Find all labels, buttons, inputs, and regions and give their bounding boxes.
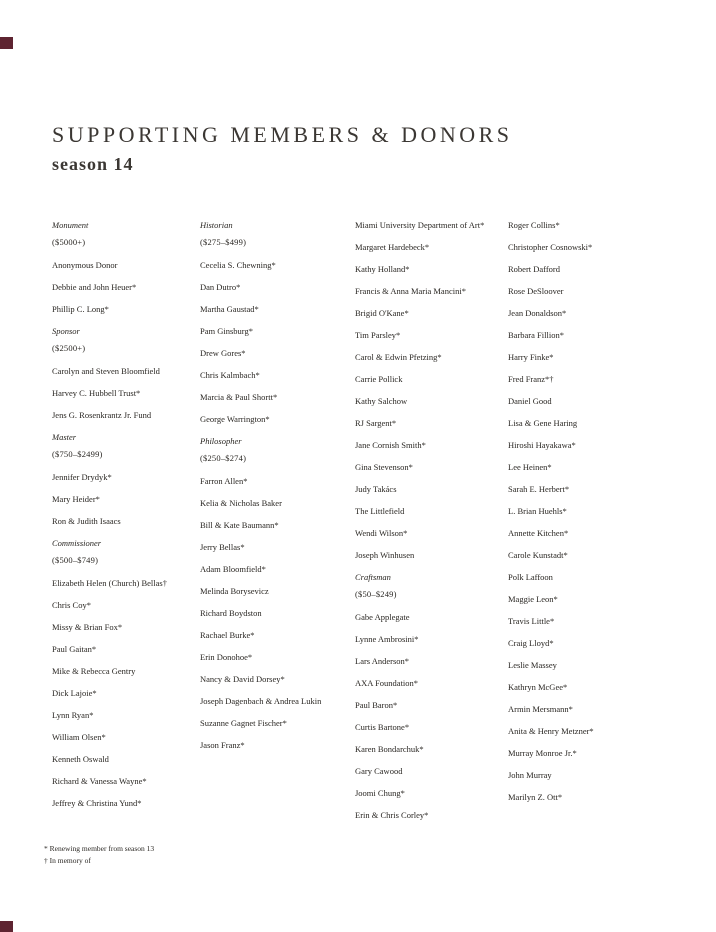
donor-group bbox=[52, 433, 190, 526]
category-title: Philosopher bbox=[200, 436, 242, 446]
donor-group bbox=[355, 221, 498, 560]
category-range: ($250–$274) bbox=[200, 453, 247, 463]
donor-name: Chris Kalmbach* bbox=[200, 370, 260, 380]
donor-name: Erin & Chris Corley* bbox=[355, 810, 429, 820]
donor-name: Nancy & David Dorsey* bbox=[200, 674, 285, 684]
donor-group bbox=[52, 327, 190, 420]
donor-name: Sarah E. Herbert* bbox=[508, 484, 570, 494]
donor-column-1 bbox=[52, 221, 200, 821]
donor-name: Curtis Bartone* bbox=[355, 722, 410, 732]
donor-name: Chris Coy* bbox=[52, 600, 91, 610]
donor-name: Brigid O'Kane* bbox=[355, 308, 409, 318]
donor-name: Marilyn Z. Ott* bbox=[508, 792, 563, 802]
donor-name: Christopher Cosnowski* bbox=[508, 242, 593, 252]
donor-name: Richard Boydston bbox=[200, 608, 262, 618]
category-title: Master bbox=[52, 432, 77, 442]
category-title: Monument bbox=[52, 220, 89, 230]
donor-name: Wendi Wilson* bbox=[355, 528, 408, 538]
donor-name: Adam Bloomfield* bbox=[200, 564, 266, 574]
donor-name: Gary Cawood bbox=[355, 766, 403, 776]
category-range: ($2500+) bbox=[52, 343, 86, 353]
donor-name: Joseph Dagenbach & Andrea Lukin bbox=[200, 696, 322, 706]
page-edge-mark-bottom bbox=[0, 921, 13, 932]
donor-name: Dick Lajoie* bbox=[52, 688, 97, 698]
donor-name: Erin Donohoe* bbox=[200, 652, 253, 662]
donor-name: Carol & Edwin Pfetzing* bbox=[355, 352, 442, 362]
donor-name: Karen Bondarchuk* bbox=[355, 744, 424, 754]
donor-group bbox=[52, 539, 190, 808]
donor-name: L. Brian Huehls* bbox=[508, 506, 567, 516]
page-edge-mark-top bbox=[0, 37, 13, 49]
donor-name: Hiroshi Hayakawa* bbox=[508, 440, 576, 450]
donor-name: Jane Cornish Smith* bbox=[355, 440, 426, 450]
donor-name: Lynne Ambrosini* bbox=[355, 634, 419, 644]
donor-name: Bill & Kate Baumann* bbox=[200, 520, 279, 530]
donor-name: Lynn Ryan* bbox=[52, 710, 94, 720]
donor-name: Joseph Winhusen bbox=[355, 550, 415, 560]
donor-column-3 bbox=[355, 221, 508, 833]
donor-name: Judy Takács bbox=[355, 484, 397, 494]
footnote: † In memory of bbox=[44, 856, 91, 865]
category-title: Historian bbox=[200, 220, 233, 230]
donor-name: Phillip C. Long* bbox=[52, 304, 109, 314]
donor-name: Debbie and John Heuer* bbox=[52, 282, 137, 292]
donor-columns bbox=[52, 221, 668, 833]
donor-name: Murray Monroe Jr.* bbox=[508, 748, 577, 758]
donor-name: Maggie Leon* bbox=[508, 594, 558, 604]
donor-name: Kenneth Oswald bbox=[52, 754, 109, 764]
donor-name: Harry Finke* bbox=[508, 352, 554, 362]
donor-name: Elizabeth Helen (Church) Bellas† bbox=[52, 578, 167, 588]
donor-name: William Olsen* bbox=[52, 732, 106, 742]
donor-name: Rose DeSloover bbox=[508, 286, 564, 296]
donor-name: Roger Collins* bbox=[508, 220, 560, 230]
donor-group bbox=[200, 221, 345, 424]
donor-name: John Murray bbox=[508, 770, 552, 780]
donor-name: Gina Stevenson* bbox=[355, 462, 413, 472]
donor-name: Pam Ginsburg* bbox=[200, 326, 253, 336]
donor-name: Anonymous Donor bbox=[52, 260, 118, 270]
donor-name: Carrie Pollick bbox=[355, 374, 403, 384]
donor-name: Francis & Anna Maria Mancini* bbox=[355, 286, 466, 296]
donor-name: Carole Kunstadt* bbox=[508, 550, 568, 560]
donor-name: Melinda Borysevicz bbox=[200, 586, 269, 596]
donor-name: Richard & Vanessa Wayne* bbox=[52, 776, 147, 786]
donor-name: Kathryn McGee* bbox=[508, 682, 568, 692]
category-range: ($5000+) bbox=[52, 237, 86, 247]
donor-name: Annette Kitchen* bbox=[508, 528, 569, 538]
donor-name: Miami University Department of Art* bbox=[355, 220, 485, 230]
donor-column-2 bbox=[200, 221, 355, 763]
donor-name: Polk Laffoon bbox=[508, 572, 553, 582]
donor-name: Kathy Salchow bbox=[355, 396, 408, 406]
donor-name: Travis Little* bbox=[508, 616, 555, 626]
donor-name: Armin Mersmann* bbox=[508, 704, 573, 714]
donor-name: Dan Dutro* bbox=[200, 282, 241, 292]
donor-name: Kathy Holland* bbox=[355, 264, 410, 274]
donor-name: Carolyn and Steven Bloomfield bbox=[52, 366, 160, 376]
donor-name: Jean Donaldson* bbox=[508, 308, 567, 318]
donor-name: Leslie Massey bbox=[508, 660, 557, 670]
donor-name: Robert Dafford bbox=[508, 264, 561, 274]
donor-name: RJ Sargent* bbox=[355, 418, 397, 428]
donor-group bbox=[355, 573, 498, 820]
page-subtitle: season 14 bbox=[52, 153, 134, 174]
category-range: ($50–$249) bbox=[355, 589, 397, 599]
donor-name: Gabe Applegate bbox=[355, 612, 410, 622]
donor-name: Mike & Rebecca Gentry bbox=[52, 666, 136, 676]
donor-group bbox=[52, 221, 190, 314]
donor-name: Cecelia S. Chewning* bbox=[200, 260, 276, 270]
donor-name: Jeffrey & Christina Yund* bbox=[52, 798, 142, 808]
donor-name: Barbara Fillion* bbox=[508, 330, 564, 340]
donor-name: AXA Foundation* bbox=[355, 678, 419, 688]
category-range: ($750–$2499) bbox=[52, 449, 103, 459]
donor-name: Mary Heider* bbox=[52, 494, 100, 504]
donor-group bbox=[508, 221, 658, 802]
donor-name: Ron & Judith Isaacs bbox=[52, 516, 121, 526]
donor-name: Harvey C. Hubbell Trust* bbox=[52, 388, 141, 398]
donor-name: Daniel Good bbox=[508, 396, 552, 406]
donor-name: Suzanne Gagnet Fischer* bbox=[200, 718, 287, 728]
donor-column-4 bbox=[508, 221, 668, 815]
donor-name: Martha Gaustad* bbox=[200, 304, 259, 314]
donor-name: Joomi Chung* bbox=[355, 788, 405, 798]
donor-name: Marcia & Paul Shortt* bbox=[200, 392, 278, 402]
donor-name: Jens G. Rosenkrantz Jr. Fund bbox=[52, 410, 152, 420]
donor-name: Kelia & Nicholas Baker bbox=[200, 498, 282, 508]
donor-name: Farron Allen* bbox=[200, 476, 248, 486]
donor-name: Drew Gores* bbox=[200, 348, 246, 358]
donor-name: Jennifer Drydyk* bbox=[52, 472, 112, 482]
category-range: ($500–$749) bbox=[52, 555, 99, 565]
footnote: * Renewing member from season 13 bbox=[44, 844, 155, 853]
footnotes bbox=[44, 845, 154, 869]
category-title: Craftsman bbox=[355, 572, 391, 582]
donor-name: Anita & Henry Metzner* bbox=[508, 726, 594, 736]
donor-name: Lisa & Gene Haring bbox=[508, 418, 578, 428]
category-range: ($275–$499) bbox=[200, 237, 247, 247]
donor-name: Lee Heinen* bbox=[508, 462, 552, 472]
category-title: Sponsor bbox=[52, 326, 80, 336]
donor-name: Fred Franz*† bbox=[508, 374, 554, 384]
donor-name: Craig Lloyd* bbox=[508, 638, 554, 648]
donor-name: Rachael Burke* bbox=[200, 630, 255, 640]
donor-name: Paul Baron* bbox=[355, 700, 398, 710]
page-title: SUPPORTING MEMBERS & DONORS bbox=[52, 121, 513, 147]
donor-name: Jerry Bellas* bbox=[200, 542, 245, 552]
donor-name: Paul Gaitan* bbox=[52, 644, 97, 654]
donor-name: Tim Parsley* bbox=[355, 330, 401, 340]
donor-name: Missy & Brian Fox* bbox=[52, 622, 123, 632]
donor-name: Lars Anderson* bbox=[355, 656, 410, 666]
donor-name: Margaret Hardebeck* bbox=[355, 242, 430, 252]
category-title: Commissioner bbox=[52, 538, 102, 548]
donor-name: Jason Franz* bbox=[200, 740, 245, 750]
donor-group bbox=[200, 437, 345, 750]
donor-name: George Warrington* bbox=[200, 414, 270, 424]
donor-name: The Littlefield bbox=[355, 506, 405, 516]
